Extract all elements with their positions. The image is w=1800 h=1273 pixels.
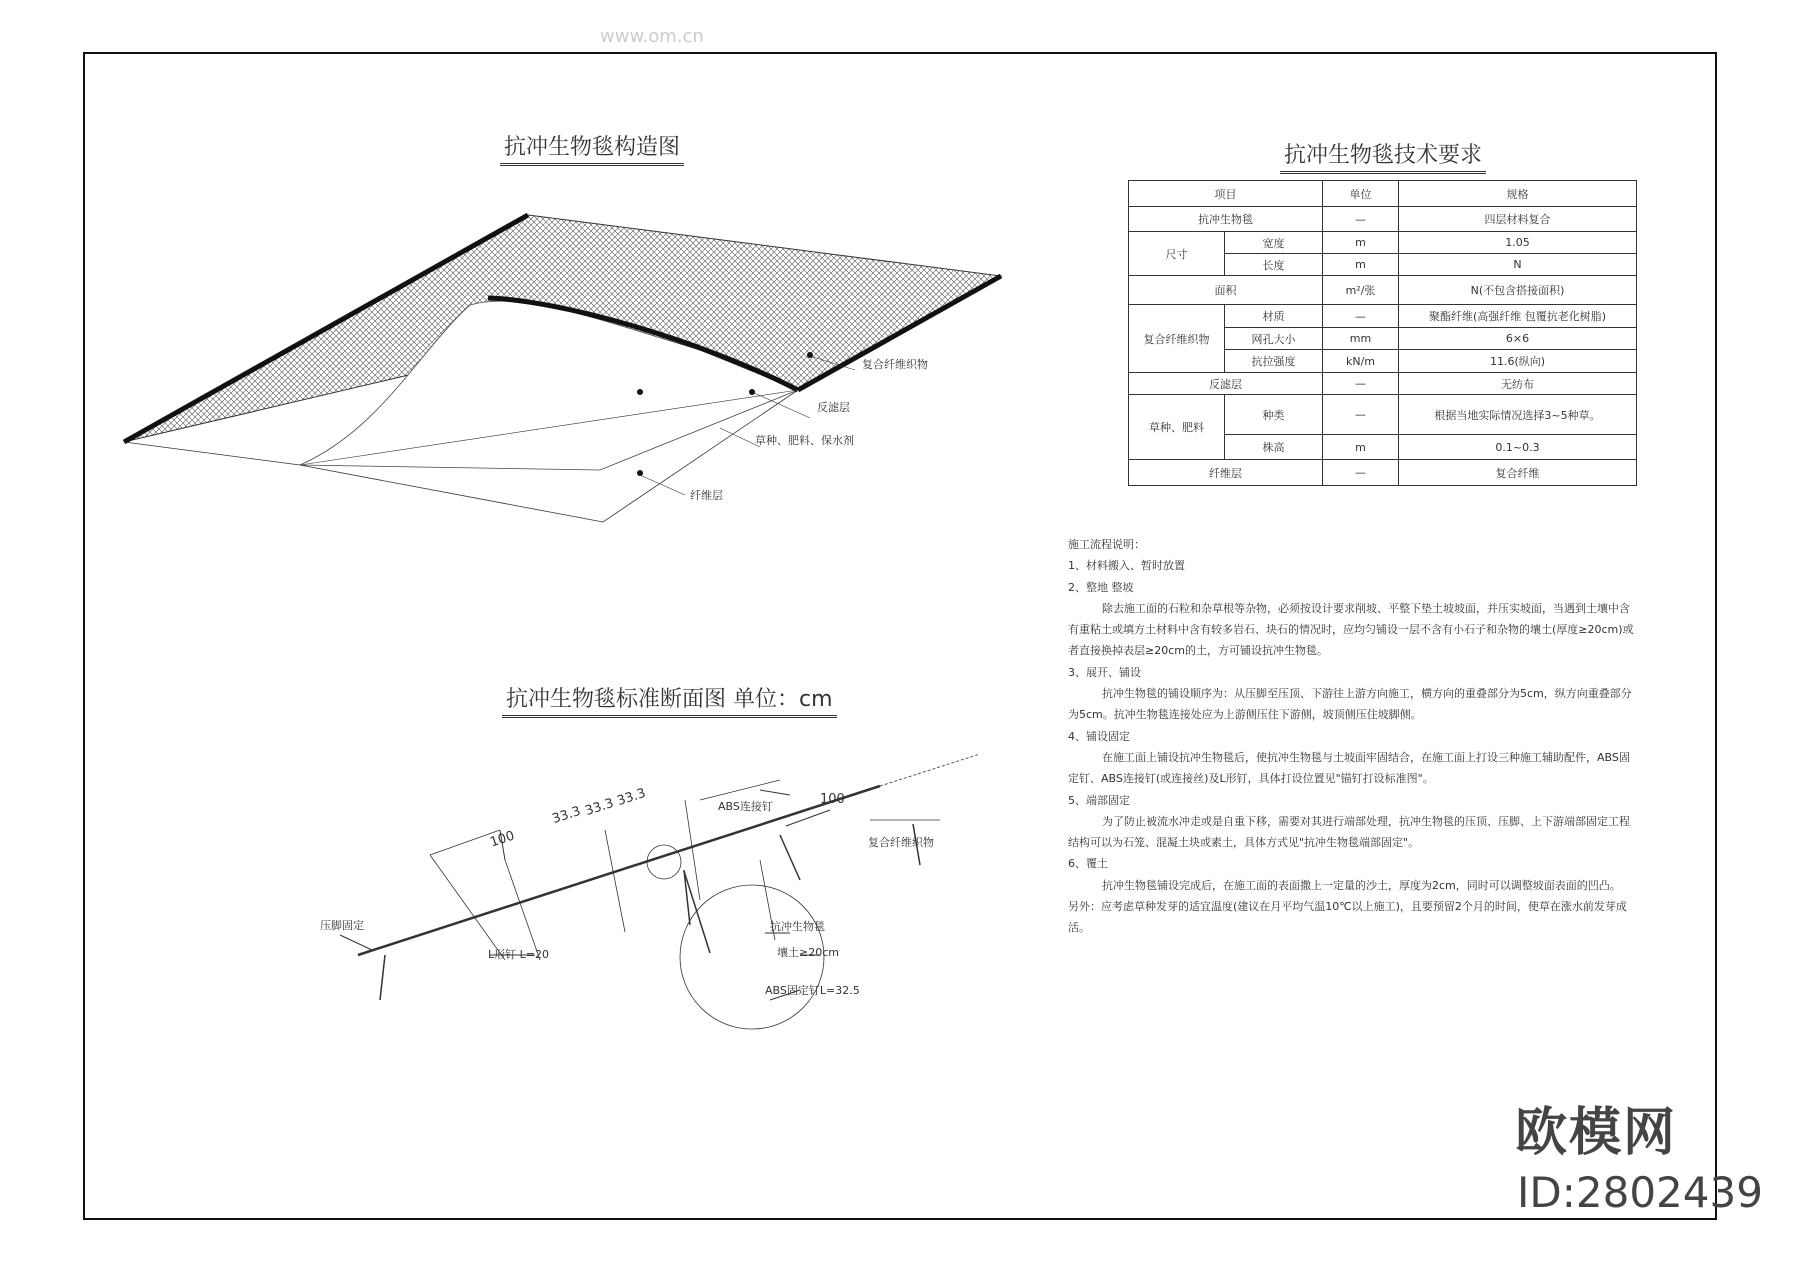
label-fabric: 复合纤维织物 bbox=[862, 358, 928, 371]
cell: m bbox=[1323, 435, 1399, 460]
label-filter: 反滤层 bbox=[817, 401, 850, 414]
cell: 宽度 bbox=[1225, 232, 1323, 254]
watermark-brand: 欧模网 bbox=[1515, 1103, 1678, 1163]
label-l-nail: L形钉 L=20 bbox=[488, 948, 549, 961]
cell: 复合纤维 bbox=[1399, 460, 1637, 486]
cell: 11.6(纵向) bbox=[1399, 350, 1637, 373]
note-body: 抗冲生物毯铺设完成后，在施工面的表面撒上一定量的沙土，厚度为2cm，同时可以调整坡面表面的凹凸。 bbox=[1102, 878, 1621, 892]
notes-heading: 施工流程说明： bbox=[1068, 538, 1145, 551]
label-toe: 压脚固定 bbox=[320, 919, 364, 932]
note-step: 5、端部固定 bbox=[1068, 793, 1130, 807]
cell: 抗冲生物毯 bbox=[1129, 207, 1323, 232]
dim-100-right: 100 bbox=[820, 792, 845, 807]
header-unit: 单位 bbox=[1323, 181, 1399, 207]
label-abs-fix: ABS固定钉L=32.5 bbox=[765, 984, 860, 997]
header-item: 项目 bbox=[1129, 181, 1323, 207]
note-body: 抗冲生物毯的铺设顺序为：从压脚至压顶、下游往上游方向施工，横方向的重叠部分为5cm，纵方向重叠部分为5cm。抗冲生物毯连接处应为上游侧压住下游侧，坡顶侧压住坡脚侧。 bbox=[1068, 687, 1632, 722]
section-title: 抗冲生物毯标准断面图 单位：cm bbox=[502, 682, 837, 718]
cell: 纤维层 bbox=[1129, 460, 1323, 486]
dim-33-3: 33.3 bbox=[615, 785, 648, 810]
cell: mm bbox=[1323, 328, 1399, 350]
cell: 四层材料复合 bbox=[1399, 207, 1637, 232]
cell: — bbox=[1323, 373, 1399, 395]
cell: m bbox=[1323, 254, 1399, 276]
cross-section bbox=[340, 754, 980, 1029]
cell: m²/张 bbox=[1323, 276, 1399, 305]
cell: — bbox=[1323, 207, 1399, 232]
spec-table bbox=[1128, 180, 1637, 486]
watermark-id: ID:2802439 bbox=[1517, 1168, 1763, 1217]
label-seed: 草种、肥料、保水剂 bbox=[755, 434, 854, 447]
construction-notes bbox=[1068, 534, 1638, 939]
note-body: 除去施工面的石粒和杂草根等杂物，必须按设计要求削坡、平整下垫土坡坡面，并压实坡面，当遇到土壤中含有重粘土或填方土材料中含有较多岩石、块石的情况时，应均匀铺设一层不含有小石子和杂物的壤土(厚度≥20cm)或者直接换掉表层≥20cm的土，方可铺设抗冲生物毯。 bbox=[1068, 601, 1634, 658]
dim-33-2: 33.3 bbox=[583, 795, 616, 820]
note-step: 2、整地 整坡 bbox=[1068, 580, 1134, 594]
structure-title: 抗冲生物毯构造图 bbox=[500, 130, 684, 166]
cell: 草种、肥料 bbox=[1129, 395, 1225, 460]
cell: 长度 bbox=[1225, 254, 1323, 276]
cell: 0.1~0.3 bbox=[1399, 435, 1637, 460]
cell: 根据当地实际情况选择3~5种草。 bbox=[1399, 395, 1637, 435]
dim-33-1: 33.3 bbox=[550, 803, 583, 828]
cell: 抗拉强度 bbox=[1225, 350, 1323, 373]
cell: 无纺布 bbox=[1399, 373, 1637, 395]
note-step: 6、覆土 bbox=[1068, 857, 1108, 871]
label-blanket: 抗冲生物毯 bbox=[770, 920, 825, 933]
dim-100-left: 100 bbox=[488, 828, 517, 851]
cell: 面积 bbox=[1129, 276, 1323, 305]
label-fiber: 纤维层 bbox=[690, 489, 723, 502]
note-step: 3、展开、铺设 bbox=[1068, 665, 1141, 679]
cell: 网孔大小 bbox=[1225, 328, 1323, 350]
cell: 聚酯纤维(高强纤维 包覆抗老化树脂) bbox=[1399, 305, 1637, 328]
header-spec: 规格 bbox=[1399, 181, 1637, 207]
label-abs-connect: ABS连接钉 bbox=[718, 800, 773, 813]
note-body: 为了防止被流水冲走或是自重下移，需要对其进行端部处理，抗冲生物毯的压顶、压脚、上下游端部固定工程结构可以为石笼、混凝土块或素土，具体方式见"抗冲生物毯端部固定"。 bbox=[1068, 814, 1630, 850]
requirements-title: 抗冲生物毯技术要求 bbox=[1280, 138, 1486, 174]
note-step: 4、铺设固定 bbox=[1068, 729, 1130, 743]
note-body: 在施工面上铺设抗冲生物毯后，使抗冲生物毯与土坡面牢固结合，在施工面上打设三种施工辅助配件，ABS固定钉、ABS连接钉(或连接丝)及L形钉，具体打设位置见"锚钉打设标准图"。 bbox=[1068, 750, 1630, 786]
cell: 复合纤维织物 bbox=[1129, 305, 1225, 373]
cell: 尺寸 bbox=[1129, 232, 1225, 276]
label-soil: 壤土≥20cm bbox=[777, 946, 839, 959]
cell: 1.05 bbox=[1399, 232, 1637, 254]
cell: — bbox=[1323, 395, 1399, 435]
cell: 反滤层 bbox=[1129, 373, 1323, 395]
cell: — bbox=[1323, 305, 1399, 328]
note-step: 1、材料搬入、暂时放置 bbox=[1068, 559, 1185, 573]
watermark-url: www.om.cn bbox=[600, 26, 704, 47]
cell: — bbox=[1323, 460, 1399, 486]
cell: m bbox=[1323, 232, 1399, 254]
label-section-fabric: 复合纤维织物 bbox=[868, 836, 934, 849]
cell: 6×6 bbox=[1399, 328, 1637, 350]
note-extra: 另外：应考虑草种发芽的适宜温度(建议在月平均气温10℃以上施工)，且要预留2个月的时间，使草在涨水前发芽成活。 bbox=[1068, 900, 1627, 935]
cell: kN/m bbox=[1323, 350, 1399, 373]
cell: N(不包含搭接面积) bbox=[1399, 276, 1637, 305]
cell: 株高 bbox=[1225, 435, 1323, 460]
cell: 种类 bbox=[1225, 395, 1323, 435]
cell: N bbox=[1399, 254, 1637, 276]
cell: 材质 bbox=[1225, 305, 1323, 328]
